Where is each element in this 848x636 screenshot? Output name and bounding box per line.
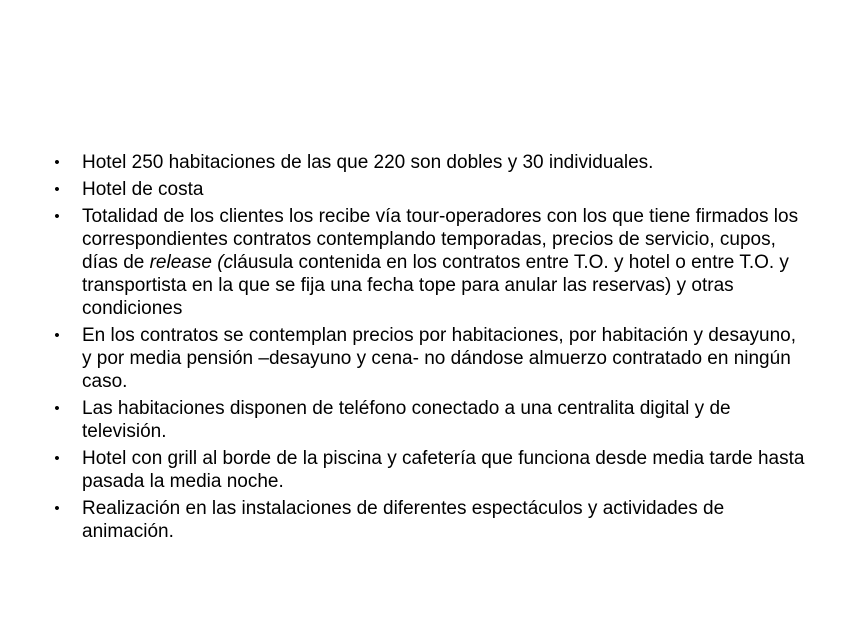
bullet-icon: • (54, 327, 60, 344)
bullet-icon: • (54, 208, 60, 225)
bullet-icon: • (54, 400, 60, 417)
bullet-item (50, 178, 810, 201)
bullet-text-part: láusula contenida en los contratos entre T.O. y hotel o entre T.O. y transportista en la que se fija una fecha tope para anular las reservas) y otras condiciones (82, 252, 789, 319)
bullet-icon: • (54, 154, 60, 171)
bullet-text: Las habitaciones disponen de teléfono conectado a una centralita digital y de televisión. (82, 398, 731, 442)
bullet-item (50, 497, 810, 543)
bullet-item (50, 205, 810, 320)
bullet-item (50, 324, 810, 393)
bullet-text-italic: release (c (149, 252, 234, 273)
bullet-text: Hotel de costa (82, 179, 204, 200)
bullet-icon: • (54, 500, 60, 517)
bullet-text: Hotel con grill al borde de la piscina y cafetería que funciona desde media tarde hasta pasada la media noche. (82, 448, 805, 492)
bullet-text: Hotel 250 habitaciones de las que 220 son dobles y 30 individuales. (82, 152, 654, 173)
bullet-item (50, 447, 810, 493)
bullet-text: En los contratos se contemplan precios por habitaciones, por habitación y desayuno, y por media pensión –desayuno y cena- no dándose almuerzo contratado en ningún caso. (82, 325, 796, 392)
bullet-item (50, 397, 810, 443)
bullet-icon: • (54, 450, 60, 467)
bullet-icon: • (54, 181, 60, 198)
bullet-item (50, 151, 810, 174)
bullet-text: Realización en las instalaciones de diferentes espectáculos y actividades de animación. (82, 498, 725, 542)
bullet-text-part: Totalidad de los clientes los recibe vía tour-operadores con los que tiene firmados los correspondientes contratos contemplando temporadas, precios de servicio, cupos, días de (82, 206, 799, 273)
bullet-list (50, 151, 810, 547)
bullet-text (82, 206, 798, 319)
